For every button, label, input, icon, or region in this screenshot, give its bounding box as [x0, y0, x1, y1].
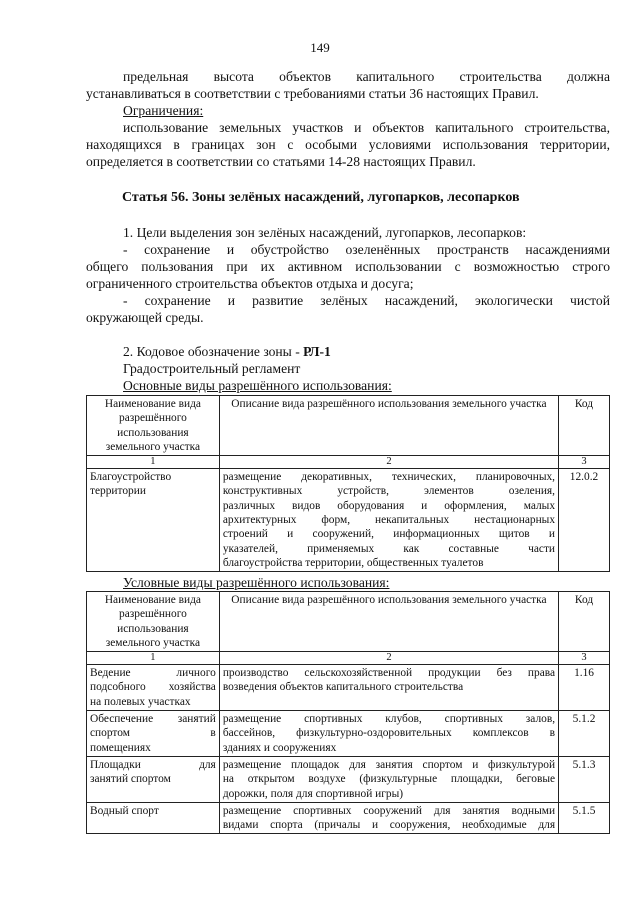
intro-line: предельная высота объектов капитального строительства должна — [123, 69, 610, 84]
restrictions-line: определяется в соответствии со статьями 14-28 настоящих Правил. — [86, 154, 476, 169]
page-number: 149 — [310, 40, 330, 55]
use-code-cell: 1.16 — [559, 665, 610, 711]
goals-bullet: - сохранение и обустройство озеленённых пространств насаждениями — [123, 242, 610, 257]
use-name-cell — [87, 756, 220, 802]
goals-bullet: - сохранение и развитие зелёных насаждений, экологически чистой — [123, 293, 610, 308]
restrictions-line: использование земельных участков и объектов капитального строительства, — [123, 120, 610, 135]
column-number: 1 — [87, 652, 220, 665]
use-description-line: размещение декоративных, технических, планировочных, — [222, 471, 556, 484]
use-name-line: помещениях — [90, 741, 151, 754]
use-description-line: видами спорта (причалы и сооружения, необходимые для — [222, 819, 556, 832]
conditional-uses-label — [86, 574, 610, 591]
use-description-line: бассейнов, физкультурно-оздоровительных комплексов в — [222, 727, 556, 740]
use-description-line: указателей, применяемых как составные части — [222, 542, 556, 555]
zone-code: РЛ-1 — [303, 344, 331, 359]
use-name-line: занятий спортом — [90, 773, 171, 786]
header-code: Код — [559, 396, 610, 456]
conditional-uses-table — [86, 591, 610, 834]
use-name-line: Благоустройство — [90, 471, 172, 484]
use-description-cell — [219, 711, 558, 757]
use-description-cell — [219, 756, 558, 802]
goals-bullet-cont: окружающей среды. — [86, 310, 204, 325]
table-row — [87, 711, 610, 757]
column-number: 3 — [559, 652, 610, 665]
use-code-cell: 5.1.2 — [559, 711, 610, 757]
use-code-cell: 5.1.3 — [559, 756, 610, 802]
table-column-number-row — [87, 652, 610, 665]
use-name-line: подсобного хозяйства — [90, 681, 216, 694]
use-name-line: Водный спорт — [90, 804, 159, 817]
table-header-row — [87, 396, 610, 456]
header-description: Описание вида разрешённого использования земельного участка — [219, 396, 558, 456]
use-description-line: размещение площадок для занятия спортом и физкультурой — [222, 758, 556, 771]
zone-code-line — [86, 343, 610, 360]
main-uses-table — [86, 395, 610, 572]
header-code: Код — [559, 592, 610, 652]
regulation-label: Градостроительный регламент — [123, 361, 301, 376]
table-row — [87, 469, 610, 572]
intro-paragraph — [86, 68, 610, 170]
use-description-cell — [219, 469, 558, 572]
table-header-row — [87, 592, 610, 652]
main-uses-label-text: Основные виды разрешённого использования: — [123, 378, 392, 393]
use-description-line: производство сельскохозяйственной продукции без права — [222, 667, 556, 680]
use-description-line: конструктивных устройств, элементов озеления, — [222, 485, 556, 498]
use-code-cell: 12.0.2 — [559, 469, 610, 572]
goals-bullet-cont: ограниченного строительства объектов отдыха и досуга; — [86, 276, 414, 291]
column-number: 3 — [559, 456, 610, 469]
table-row — [87, 665, 610, 711]
column-number: 1 — [87, 456, 220, 469]
use-name-line: Ведение личного — [90, 667, 216, 680]
use-name-line: Площадки для — [90, 758, 216, 771]
use-name-cell — [87, 711, 220, 757]
use-description-cell — [219, 802, 558, 834]
use-name-line: спортом в — [90, 727, 216, 740]
use-description-line: архитектурных форм, некапитальных нестационарных — [222, 514, 556, 527]
section-goals — [86, 224, 610, 326]
use-name-cell — [87, 469, 220, 572]
use-description-line: дорожки, поля для спортивной игры) — [222, 787, 404, 800]
conditional-uses-heading — [86, 574, 610, 591]
table-row — [87, 756, 610, 802]
header-description: Описание вида разрешённого использования земельного участка — [219, 592, 558, 652]
column-number: 2 — [219, 652, 558, 665]
restrictions-label — [86, 102, 610, 119]
table-row — [87, 802, 610, 834]
column-number: 2 — [219, 456, 558, 469]
conditional-uses-label-text: Условные виды разрешённого использования: — [123, 575, 390, 590]
use-name-line: на полевых участках — [90, 695, 191, 708]
use-description-line: на открытом воздухе (физкультурные площадки, беговые — [222, 773, 556, 786]
use-description-line: возведения объектов капитального строительства — [222, 681, 464, 694]
use-description-cell — [219, 665, 558, 711]
use-name-line: Обеспечение занятий — [90, 713, 216, 726]
article-title: Статья 56. Зоны зелёных насаждений, лугопарков, лесопарков — [122, 190, 520, 205]
use-name-cell — [87, 665, 220, 711]
use-code-cell: 5.1.5 — [559, 802, 610, 834]
use-description-line: благоустройства территории, общественных туалетов — [222, 556, 484, 569]
restrictions-line: находящихся в границах зон с особыми условиями использования территории, — [86, 137, 610, 152]
use-description-line: размещение спортивных клубов, спортивных залов, — [222, 713, 556, 726]
restrictions-label-text: Ограничения: — [123, 103, 204, 118]
section-zone-code — [86, 343, 610, 394]
use-description-line: строений и сооружений, информационных щитов и — [222, 528, 556, 541]
use-description-line: зданиях и сооружениях — [222, 741, 337, 754]
table-column-number-row — [87, 456, 610, 469]
use-name-line: территории — [90, 485, 146, 498]
zone-code-prefix: 2. Кодовое обозначение зоны - — [123, 344, 304, 359]
goals-line: 1. Цели выделения зон зелёных насаждений, лугопарков, лесопарков: — [123, 225, 527, 240]
header-name: Наименование вида разрешённого использования земельного участка — [87, 396, 220, 456]
main-uses-label — [86, 377, 610, 394]
use-description-line: различных видов оборудования и оформления, малых — [222, 499, 556, 512]
intro-line: устанавливаться в соответствии с требованиями статьи 36 настоящих Правил. — [86, 86, 539, 101]
goals-bullet-cont: общего пользования при их активном использовании с возможностью строго — [86, 259, 610, 274]
use-description-line: размещение спортивных сооружений для занятия водными — [222, 804, 556, 817]
header-name: Наименование вида разрешённого использования земельного участка — [87, 592, 220, 652]
use-name-cell — [87, 802, 220, 834]
